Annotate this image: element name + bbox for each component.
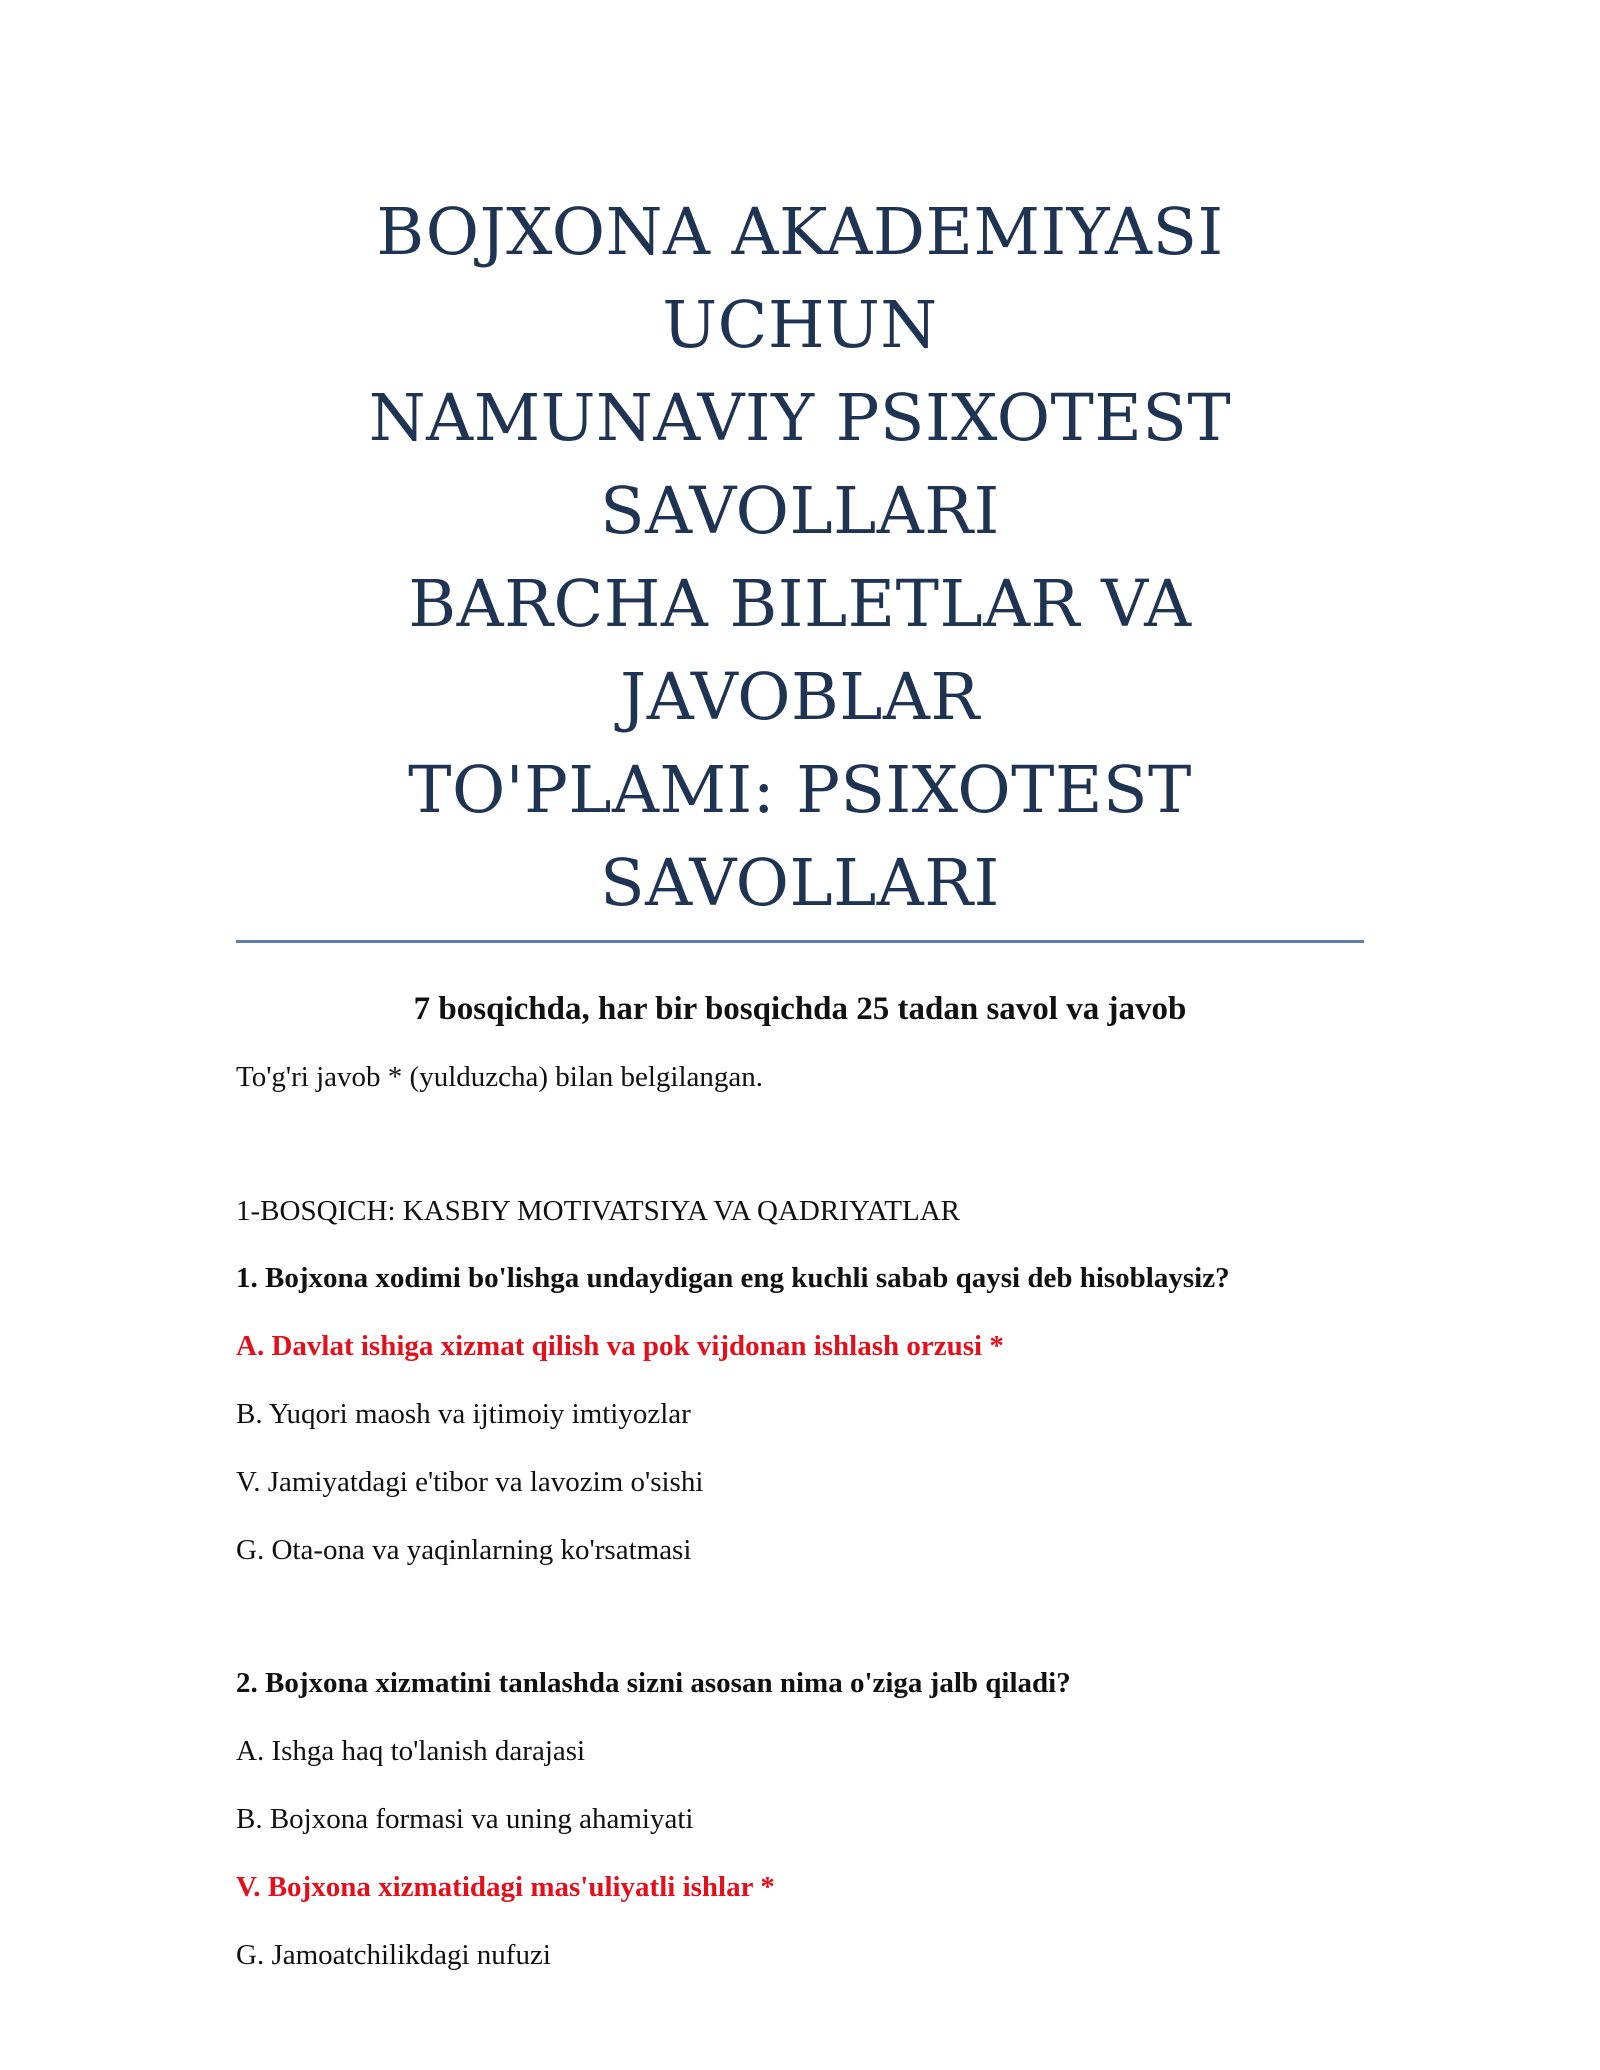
question-block [236,1256,1364,1572]
answer-option: G. Ota-ona va yaqinlarning ko'rsatmasi [236,1534,692,1566]
question-spacer [236,1572,1364,1638]
answer-option-correct: V. Bojxona xizmatidagi mas'uliyatli ishlar * [236,1871,775,1903]
title-line: BOJXONA AKADEMIYASI UCHUN [376,195,1224,363]
document-title [236,186,1364,930]
question-text: 1. Bojxona xodimi bo'lishga undaydigan eng kuchli sabab qaysi deb hisoblaysiz? [236,1262,1230,1294]
question-text: 2. Bojxona xizmatini tanlashda sizni asosan nima o'ziga jalb qiladi? [236,1667,1071,1699]
answer-option: B. Yuqori maosh va ijtimoiy imtiyozlar [236,1398,691,1430]
answer-option: B. Bojxona formasi va uning ahamiyati [236,1803,694,1835]
title-line: TO'PLAMI: PSIXOTEST [408,753,1192,828]
title-line: BARCHA BILETLAR VA JAVOBLAR [408,567,1192,735]
title-line: SAVOLLARI [600,846,1000,921]
answer-option-correct: A. Davlat ishiga xizmat qilish va pok vijdonan ishlash orzusi * [236,1330,1004,1362]
answer-option: G. Jamoatchilikdagi nufuzi [236,1939,551,1971]
answer-option: V. Jamiyatdagi e'tibor va lavozim o'sishi [236,1466,704,1498]
title-line: SAVOLLARI [600,474,1000,549]
page-content [236,186,1364,1977]
question-block [236,1661,1364,1977]
answer-key-note: To'g'ri javob * (yulduzcha) bilan belgilangan. [236,1061,764,1093]
answer-option: A. Ishga haq to'lanish darajasi [236,1735,586,1767]
document-subtitle: 7 bosqichda, har bir bosqichda 25 tadan savol va javob [413,991,1187,1027]
title-divider [236,940,1364,943]
stage-heading: 1-BOSQICH: KASBIY MOTIVATSIYA VA QADRIYATLAR [236,1195,961,1227]
title-line: NAMUNAVIY PSIXOTEST [368,381,1232,456]
